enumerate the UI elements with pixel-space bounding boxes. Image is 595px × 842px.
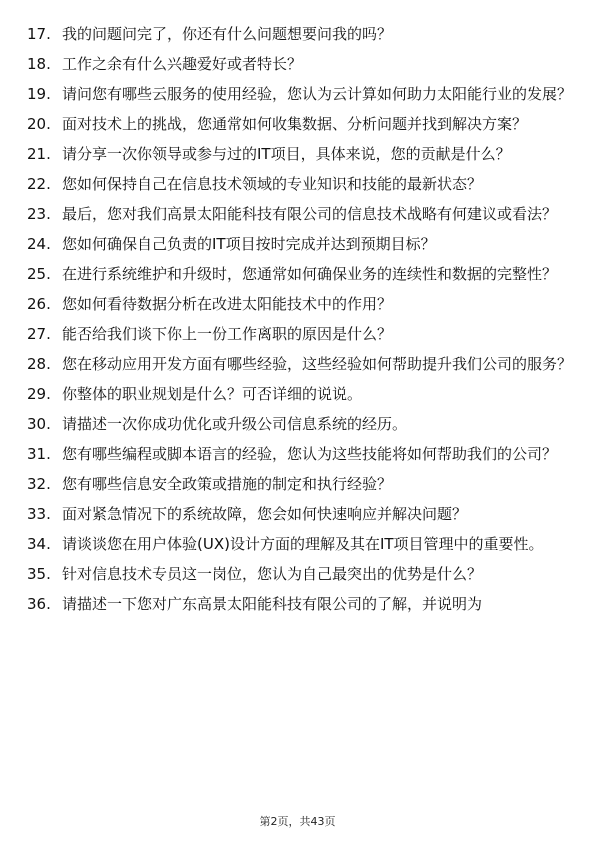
question-item	[27, 234, 572, 255]
question-number: 19.	[27, 85, 51, 103]
question-item	[27, 594, 572, 615]
question-number: 32.	[27, 475, 51, 493]
question-item	[27, 324, 572, 345]
question-number: 27.	[27, 325, 51, 343]
question-item	[27, 204, 572, 225]
question-number: 30.	[27, 415, 51, 433]
question-number: 18.	[27, 55, 51, 73]
question-number: 33.	[27, 505, 51, 523]
question-item	[27, 504, 572, 525]
question-list	[27, 24, 572, 624]
question-number: 26.	[27, 295, 51, 313]
question-item	[27, 54, 572, 75]
question-number: 29.	[27, 385, 51, 403]
question-item	[27, 474, 572, 495]
question-item	[27, 114, 572, 135]
question-text: 您有哪些编程或脚本语言的经验，您认为这些技能将如何帮助我们的公司？	[62, 445, 558, 463]
question-item	[27, 294, 572, 315]
question-item	[27, 174, 572, 195]
question-text: 在进行系统维护和升级时，您通常如何确保业务的连续性和数据的完整性？	[62, 265, 558, 283]
question-number: 22.	[27, 175, 51, 193]
question-text: 请谈谈您在用户体验(UX)设计方面的理解及其在IT项目管理中的重要性。	[62, 535, 544, 553]
question-text: 您在移动应用开发方面有哪些经验，这些经验如何帮助提升我们公司的服务？	[62, 355, 573, 373]
question-text: 能否给我们谈下你上一份工作离职的原因是什么？	[62, 325, 393, 343]
question-item	[27, 564, 572, 585]
question-text: 工作之余有什么兴趣爱好或者特长？	[62, 55, 303, 73]
question-text: 请问您有哪些云服务的使用经验，您认为云计算如何助力太阳能行业的发展？	[62, 85, 573, 103]
question-text: 您如何看待数据分析在改进太阳能技术中的作用？	[62, 295, 393, 313]
question-number: 28.	[27, 355, 51, 373]
question-item	[27, 24, 572, 45]
question-number: 17.	[27, 25, 51, 43]
question-number: 31.	[27, 445, 51, 463]
question-number: 35.	[27, 565, 51, 583]
question-text: 您如何保持自己在信息技术领域的专业知识和技能的最新状态？	[62, 175, 483, 193]
question-item	[27, 384, 572, 405]
question-item	[27, 534, 572, 555]
question-number: 34.	[27, 535, 51, 553]
question-text: 请分享一次你领导或参与过的IT项目，具体来说，您的贡献是什么？	[62, 145, 511, 163]
question-item	[27, 84, 572, 105]
question-text: 请描述一次你成功优化或升级公司信息系统的经历。	[62, 415, 408, 433]
page-footer: 第2页，共43页	[259, 815, 336, 828]
question-text: 您有哪些信息安全政策或措施的制定和执行经验？	[62, 475, 393, 493]
question-number: 23.	[27, 205, 51, 223]
question-text: 您如何确保自己负责的IT项目按时完成并达到预期目标？	[62, 235, 436, 253]
question-text: 请描述一下您对广东高景太阳能科技有限公司的了解，并说明为	[62, 595, 483, 613]
question-item	[27, 264, 572, 285]
question-number: 24.	[27, 235, 51, 253]
question-number: 36.	[27, 595, 51, 613]
question-text: 我的问题问完了，你还有什么问题想要问我的吗？	[62, 25, 393, 43]
question-item	[27, 144, 572, 165]
question-item	[27, 444, 572, 465]
question-number: 21.	[27, 145, 51, 163]
question-text: 最后，您对我们高景太阳能科技有限公司的信息技术战略有何建议或看法？	[62, 205, 558, 223]
question-text: 你整体的职业规划是什么？可否详细的说说。	[62, 385, 363, 403]
question-number: 20.	[27, 115, 51, 133]
question-number: 25.	[27, 265, 51, 283]
question-item	[27, 414, 572, 435]
question-text: 面对紧急情况下的系统故障，您会如何快速响应并解决问题？	[62, 505, 468, 523]
question-text: 面对技术上的挑战，您通常如何收集数据、分析问题并找到解决方案？	[62, 115, 528, 133]
question-item	[27, 354, 572, 375]
question-text: 针对信息技术专员这一岗位，您认为自己最突出的优势是什么？	[62, 565, 483, 583]
